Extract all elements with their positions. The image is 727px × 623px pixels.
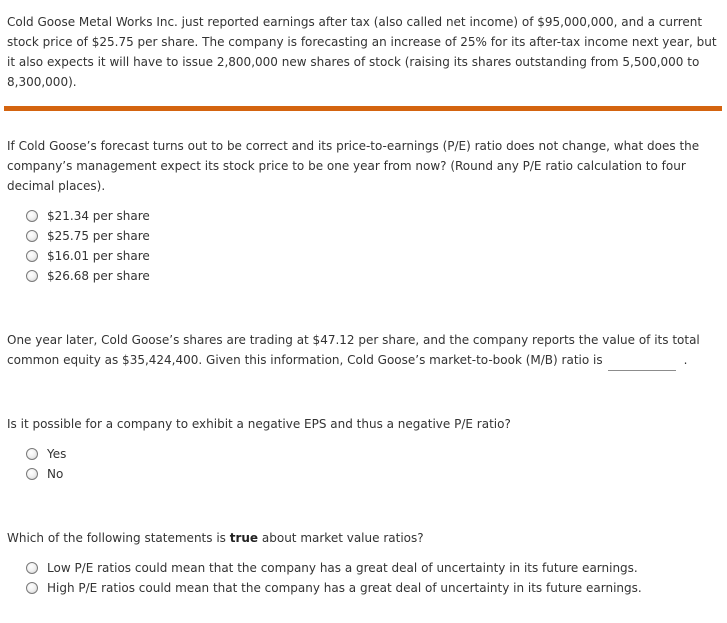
intro-paragraph: Cold Goose Metal Works Inc. just reported earnings after tax (also called net income) of $95,000,000, and a current stock price of $25.75 per share. The company is forecasting an increase of 25% for its after-tax income next year, but it also expects it will have to issue 2,800,000 new shares of stock (raising its shares outstanding from 5,500,000 to 8,300,000).: [7, 15, 717, 89]
question-1-option[interactable]: [26, 206, 150, 226]
mb-ratio-answer-field[interactable]: [608, 356, 676, 371]
question-4-option[interactable]: [26, 578, 642, 598]
question-3-option-no[interactable]: [26, 464, 66, 484]
question-2-prompt: [7, 330, 719, 370]
question-3-options: [26, 444, 66, 484]
option-label: Low P/E ratios could mean that the company has a great deal of uncertainty in its future earnings.: [47, 561, 638, 575]
question-1-option[interactable]: [26, 246, 150, 266]
radio-button[interactable]: [26, 582, 38, 594]
question-4-option[interactable]: [26, 558, 642, 578]
question-3-prompt: Is it possible for a company to exhibit a negative EPS and thus a negative P/E ratio?: [7, 417, 511, 431]
question-4-text-before: Which of the following statements is: [7, 531, 230, 545]
radio-button[interactable]: [26, 270, 38, 282]
option-label: High P/E ratios could mean that the company has a great deal of uncertainty in its future earnings.: [47, 581, 642, 595]
option-label: No: [47, 467, 64, 481]
radio-button[interactable]: [26, 468, 38, 480]
question-1-options: [26, 206, 150, 286]
radio-button[interactable]: [26, 448, 38, 460]
answer-blank-wrapper: [608, 353, 676, 373]
question-4-emphasis: true: [229, 531, 259, 545]
option-label: $26.68 per share: [47, 269, 150, 283]
option-label: $25.75 per share: [47, 229, 150, 243]
question-3-option-yes[interactable]: [26, 444, 66, 464]
section-divider: [4, 106, 722, 111]
question-1-option[interactable]: [26, 266, 150, 286]
question-4-text-after: about market value ratios?: [258, 531, 424, 545]
question-2-text: One year later, Cold Goose’s shares are trading at $47.12 per share, and the company reports the value of its total common equity as $35,424,400. Given this information, Cold Goose’s market-to-book (M/B) ratio is: [7, 333, 700, 367]
question-4-options: [26, 558, 642, 598]
trailing-period: .: [683, 353, 688, 367]
radio-button[interactable]: [26, 230, 38, 242]
radio-button[interactable]: [26, 210, 38, 222]
option-label: Yes: [47, 447, 67, 461]
radio-button[interactable]: [26, 562, 38, 574]
question-4-prompt: [7, 528, 719, 548]
question-1-prompt: If Cold Goose’s forecast turns out to be correct and its price-to-earnings (P/E) ratio does not change, what does the company’s management expect its stock price to be one year from now? (Round any P/E ratio calculation to four decimal places).: [7, 139, 700, 193]
option-label: $16.01 per share: [47, 249, 150, 263]
radio-button[interactable]: [26, 250, 38, 262]
question-1-option[interactable]: [26, 226, 150, 246]
option-label: $21.34 per share: [47, 209, 150, 223]
